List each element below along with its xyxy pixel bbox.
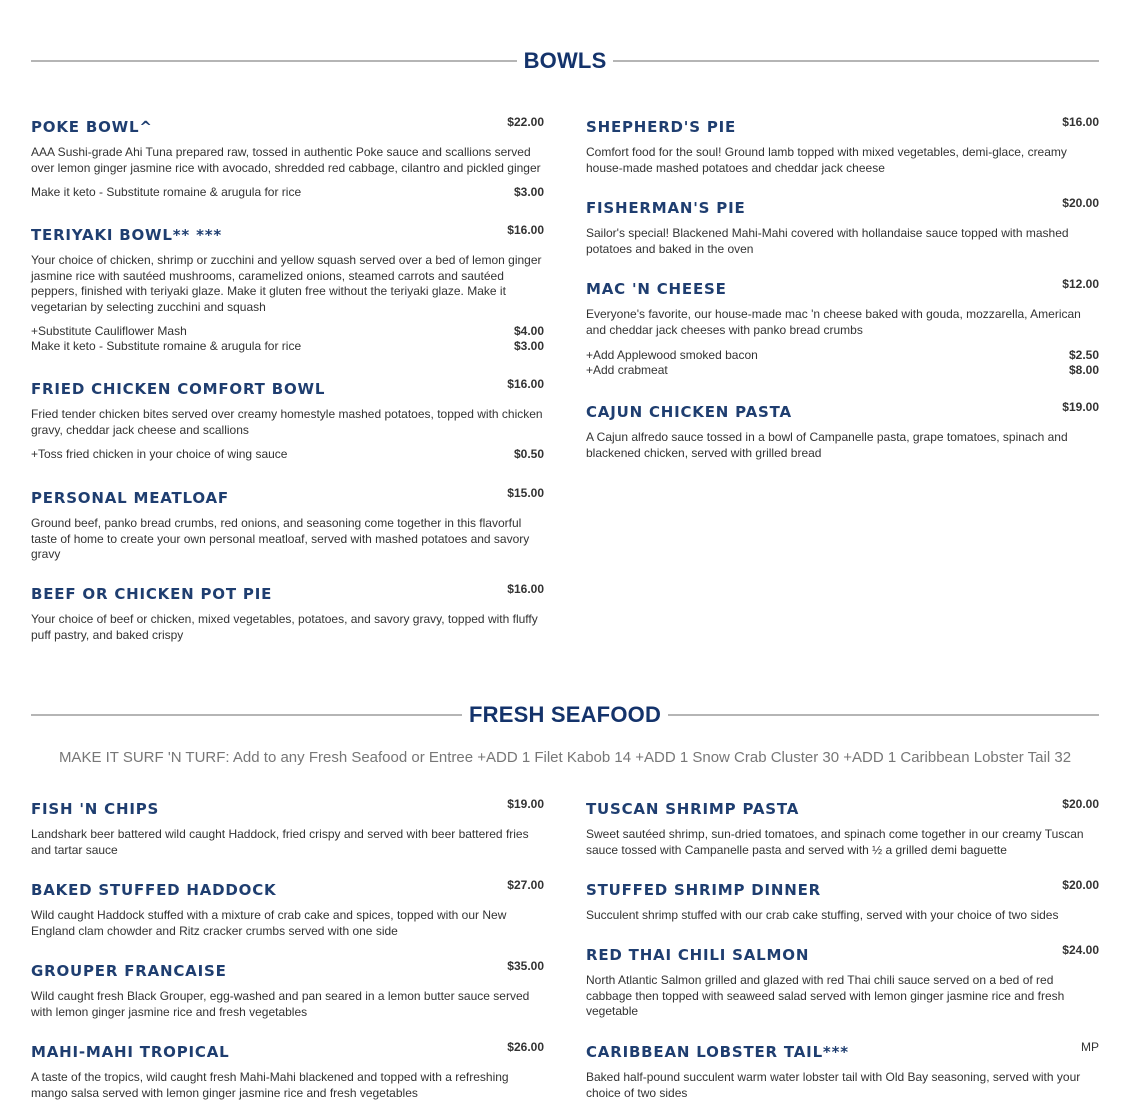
item-name: FISH 'N CHIPS	[31, 800, 160, 818]
addon-price: $3.00	[513, 185, 544, 199]
item-description: Your choice of beef or chicken, mixed vegetables, potatoes, and savory gravy, topped with fluffy puff pastry, and baked crispy	[31, 612, 538, 642]
item-description: Comfort food for the soul! Ground lamb topped with mixed vegetables, demi-glace, creamy house-made mashed potatoes and cheddar jack cheese	[586, 145, 1067, 175]
divider-line	[31, 60, 517, 62]
item-name: POKE BOWL^	[31, 118, 153, 136]
section-header-fresh-seafood	[31, 700, 1099, 730]
item-name: BAKED STUFFED HADDOCK	[31, 881, 277, 899]
section-header-bowls	[31, 46, 1099, 76]
item-description: Sweet sautéed shrimp, sun-dried tomatoes, and spinach come together in our creamy Tuscan sauce tossed with Campanelle pasta and served with ½ a grilled demi baguette	[586, 827, 1084, 857]
addon-price: $8.00	[1068, 363, 1099, 377]
divider-line	[668, 714, 1099, 716]
item-price: $16.00	[507, 582, 544, 596]
item-price: $15.00	[507, 486, 544, 500]
item-name: STUFFED SHRIMP DINNER	[586, 881, 821, 899]
item-price: $20.00	[1062, 797, 1099, 811]
item-price: $27.00	[507, 878, 544, 892]
addon-label: +Add crabmeat	[586, 363, 668, 377]
item-name: RED THAI CHILI SALMON	[586, 946, 810, 964]
item-price: $20.00	[1062, 878, 1099, 892]
item-name: CARIBBEAN LOBSTER TAIL***	[586, 1043, 849, 1061]
divider-line	[613, 60, 1099, 62]
item-name: BEEF OR CHICKEN POT PIE	[31, 585, 273, 603]
item-description: Baked half-pound succulent warm water lobster tail with Old Bay seasoning, served with your choice of two sides	[586, 1070, 1081, 1100]
item-name: TUSCAN SHRIMP PASTA	[586, 800, 800, 818]
item-name: FISHERMAN'S PIE	[586, 199, 746, 217]
addon-price: $3.00	[513, 339, 544, 353]
item-name: SHEPHERD'S PIE	[586, 118, 737, 136]
addon-row	[31, 324, 544, 339]
item-price: $19.00	[507, 797, 544, 811]
item-description: Wild caught Haddock stuffed with a mixture of crab cake and spices, topped with our New England clam chowder and Ritz cracker crumbs served with one side	[31, 908, 507, 938]
item-description: Wild caught fresh Black Grouper, egg-washed and pan seared in a lemon butter sauce served with lemon ginger jasmine rice and fresh vegetables	[31, 989, 530, 1019]
addon-row	[586, 363, 1099, 378]
item-name: PERSONAL MEATLOAF	[31, 489, 229, 507]
addon-row	[31, 339, 544, 354]
item-name: MAC 'N CHEESE	[586, 280, 727, 298]
addon-label: Make it keto - Substitute romaine & arugula for rice	[31, 185, 302, 199]
item-price: $26.00	[507, 1040, 544, 1054]
addon-price: $4.00	[513, 324, 544, 338]
item-description: North Atlantic Salmon grilled and glazed with red Thai chili sauce served on a bed of red cabbage then topped with seaweed salad served with lemon ginger jasmine rice and fresh vegetable	[586, 973, 1065, 1018]
item-price: MP	[1081, 1040, 1099, 1054]
addon-row	[31, 447, 544, 462]
item-description: A Cajun alfredo sauce tossed in a bowl of Campanelle pasta, grape tomatoes, spinach and blackened chicken, served with grilled bread	[586, 430, 1068, 460]
item-description: Sailor's special! Blackened Mahi-Mahi covered with hollandaise sauce topped with mashed potatoes and baked in the oven	[586, 226, 1069, 256]
item-price: $20.00	[1062, 196, 1099, 210]
addon-label: +Substitute Cauliflower Mash	[31, 324, 187, 338]
item-description: Fried tender chicken bites served over creamy homestyle mashed potatoes, topped with chicken gravy, cheddar jack cheese and scallions	[31, 407, 543, 437]
item-description: Your choice of chicken, shrimp or zucchini and yellow squash served over a bed of lemon ginger jasmine rice with sautéed mushrooms, caramelized onions, steamed carrots and sautéed peppers, finished with teriyaki glaze. Make it gluten free without the teriyaki glaze. Make it vegetarian by selecting zucchini and squash	[31, 253, 542, 314]
section-title: BOWLS	[523, 48, 607, 73]
addon-price: $2.50	[1068, 348, 1099, 362]
item-description: Landshark beer battered wild caught Haddock, fried crispy and served with beer battered fries and tartar sauce	[31, 827, 529, 857]
item-price: $24.00	[1062, 943, 1099, 957]
item-price: $19.00	[1062, 400, 1099, 414]
addon-price: $0.50	[513, 447, 544, 461]
item-description: Ground beef, panko bread crumbs, red onions, and seasoning come together in this flavorful taste of home to create your own personal meatloaf, served with mashed potatoes and savory gravy	[31, 516, 530, 561]
item-name: TERIYAKI BOWL** ***	[31, 226, 223, 244]
item-description: A taste of the tropics, wild caught fresh Mahi-Mahi blackened and topped with a refreshing mango salsa served with lemon ginger jasmine rice and fresh vegetables	[31, 1070, 509, 1100]
divider-line	[31, 714, 462, 716]
item-description: AAA Sushi-grade Ahi Tuna prepared raw, tossed in authentic Poke sauce and scallions served over lemon ginger jasmine rice with avocado, shredded red cabbage, cilantro and pickled ginger	[31, 145, 541, 175]
surf-n-turf-note: MAKE IT SURF 'N TURF: Add to any Fresh Seafood or Entree +ADD 1 Filet Kabob 14 +ADD 1 Snow Crab Cluster 30 +ADD 1 Caribbean Lobster Tail 32	[58, 749, 1072, 766]
addon-row	[31, 185, 544, 200]
addon-label: +Add Applewood smoked bacon	[586, 348, 758, 362]
item-price: $12.00	[1062, 277, 1099, 291]
item-description: Everyone's favorite, our house-made mac 'n cheese baked with gouda, mozzarella, American and cheddar jack cheeses with panko bread crumbs	[586, 307, 1081, 337]
item-name: CAJUN CHICKEN PASTA	[586, 403, 792, 421]
item-name: FRIED CHICKEN COMFORT BOWL	[31, 380, 326, 398]
section-title: FRESH SEAFOOD	[468, 702, 662, 727]
item-price: $35.00	[507, 959, 544, 973]
item-name: MAHI-MAHI TROPICAL	[31, 1043, 230, 1061]
item-price: $16.00	[507, 223, 544, 237]
item-name: GROUPER FRANCAISE	[31, 962, 227, 980]
item-description: Succulent shrimp stuffed with our crab cake stuffing, served with your choice of two sides	[586, 908, 1059, 922]
addon-label: Make it keto - Substitute romaine & arugula for rice	[31, 339, 302, 353]
addon-label: +Toss fried chicken in your choice of wing sauce	[31, 447, 288, 461]
item-price: $22.00	[507, 115, 544, 129]
item-price: $16.00	[1062, 115, 1099, 129]
item-price: $16.00	[507, 377, 544, 391]
addon-row	[586, 348, 1099, 363]
